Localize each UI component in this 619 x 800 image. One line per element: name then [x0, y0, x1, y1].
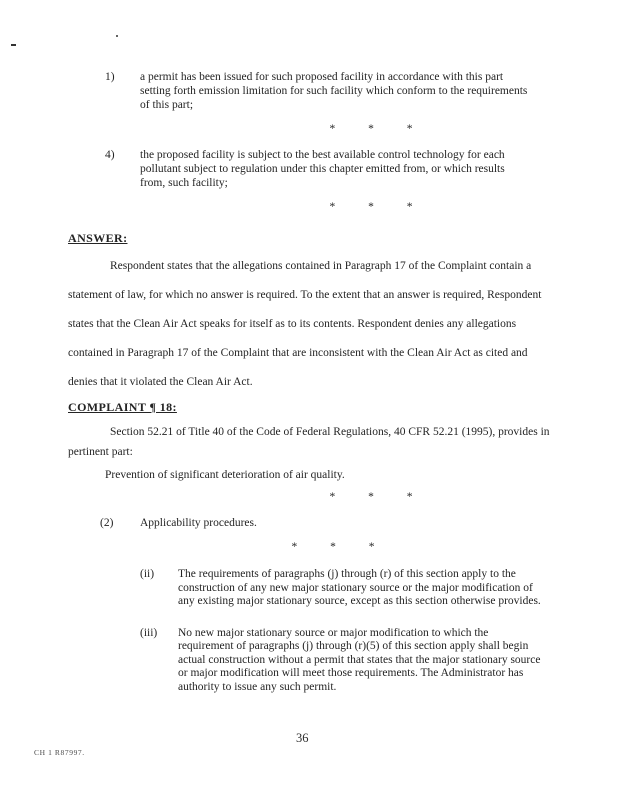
quoted-text: the proposed facility is subject to the best available control technology for each pollutant subject to regulation under this chapter emitted from, or which results from, such facility;: [140, 149, 505, 189]
quoted-text: No new major stationary source or major modification to which the requirement of paragraphs (j) through (r)(5) of this section apply shall begin actual construction without a permit that states that the major stationary source or major modification will meet those requirements. The Administrator has authority to issue any such permit.: [178, 626, 541, 693]
list-number: (ii): [140, 568, 155, 580]
subitem-ii: [140, 568, 555, 609]
quoted-text: a permit has been issued for such proposed facility in accordance with this part setting forth emission limitation for such facility which conform to the requirements of this part;: [140, 71, 528, 111]
subitem-iii: [140, 627, 555, 695]
quoted-text: Applicability procedures.: [140, 517, 257, 529]
asterisk-separator: * * *: [291, 541, 375, 553]
quoted-provision-4: [105, 148, 555, 190]
asterisk-separator: * * *: [329, 201, 413, 213]
list-number: 4): [105, 149, 115, 161]
quoted-provision-1: [105, 70, 555, 112]
complaint-intro-paragraph: Section 52.21 of Title 40 of the Code of Federal Regulations, 40 CFR 52.21 (1995), provides in pertinent part:: [68, 426, 550, 458]
subitem-2: [100, 516, 555, 530]
scan-speck: [116, 35, 118, 37]
footer-document-code: CH 1 R87997.: [34, 748, 85, 757]
answer-heading: ANSWER:: [68, 231, 128, 245]
answer-paragraph: Respondent states that the allegations contained in Paragraph 17 of the Complaint contain a statement of law, for which no answer is required. To the extent that an answer is required, Respondent states that the Clean Air Act speaks for itself as to its contents. Respondent denies any allegations contained in Paragraph 17 of the Complaint that are inconsistent with the Clean Air Act as cited and denies that it violated the Clean Air Act.: [68, 260, 542, 388]
page-number: 36: [296, 731, 309, 745]
list-number: (iii): [140, 626, 158, 639]
list-number: 1): [105, 71, 115, 83]
scan-speck: [11, 44, 16, 46]
list-number: (2): [100, 517, 114, 529]
complaint-heading: COMPLAINT ¶ 18:: [68, 400, 177, 414]
quoted-text: The requirements of paragraphs (j) through (r) of this section apply to the construction of any new major stationary source or the major modification of any existing major stationary source, except as this section otherwise provides.: [178, 568, 541, 607]
page-content: [68, 70, 555, 694]
regulation-title-quote: Prevention of significant deterioration of air quality.: [105, 469, 345, 481]
asterisk-separator: * * *: [329, 491, 413, 503]
asterisk-separator: * * *: [329, 123, 413, 135]
